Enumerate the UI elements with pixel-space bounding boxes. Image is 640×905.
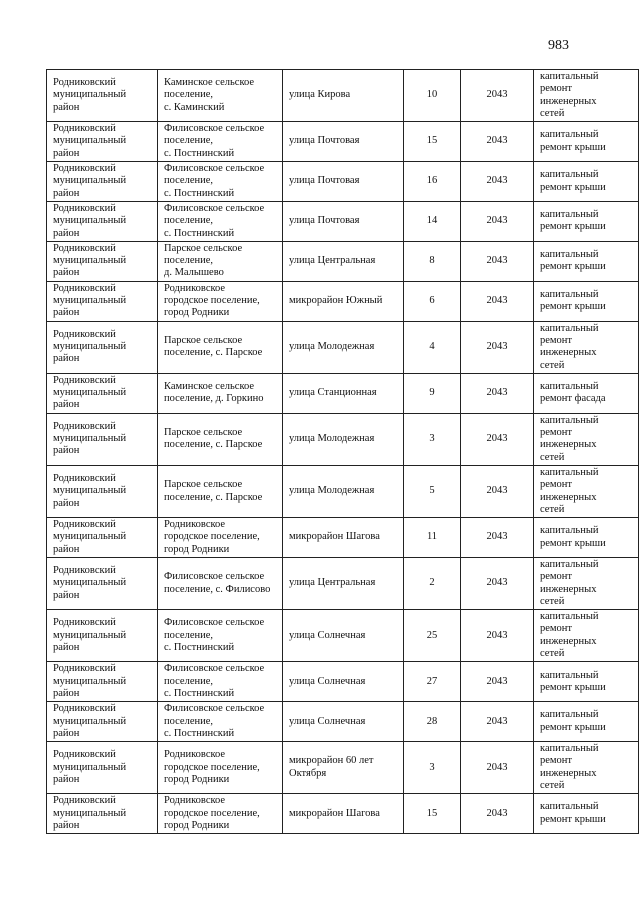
year-cell: 2043 xyxy=(461,241,534,281)
year-cell: 2043 xyxy=(461,794,534,834)
street-cell: улица Молодежная xyxy=(283,321,404,373)
work-type-cell: капитальный ремонт крыши xyxy=(534,281,639,321)
settlement-cell: Родниковское городское поселение, город Родники xyxy=(158,794,283,834)
house-number-cell: 3 xyxy=(404,742,461,794)
year-cell: 2043 xyxy=(461,373,534,413)
district-cell: Родниковский муниципальный район xyxy=(47,518,158,558)
settlement-cell: Парское сельское поселение, с. Парское xyxy=(158,321,283,373)
district-cell: Родниковский муниципальный район xyxy=(47,241,158,281)
street-cell: улица Почтовая xyxy=(283,122,404,162)
table-row xyxy=(47,373,639,413)
street-cell: улица Станционная xyxy=(283,373,404,413)
settlement-cell: Парское сельское поселение, д. Малышево xyxy=(158,241,283,281)
work-type-cell: капитальный ремонт крыши xyxy=(534,162,639,202)
settlement-cell: Филисовское сельское поселение, с. Постнинский xyxy=(158,162,283,202)
house-number-cell: 14 xyxy=(404,201,461,241)
table-row xyxy=(47,201,639,241)
settlement-cell: Филисовское сельское поселение, с. Постнинский xyxy=(158,702,283,742)
year-cell: 2043 xyxy=(461,281,534,321)
street-cell: улица Центральная xyxy=(283,557,404,609)
table-row xyxy=(47,413,639,465)
street-cell: микрорайон Южный xyxy=(283,281,404,321)
table-row xyxy=(47,518,639,558)
house-number-cell: 28 xyxy=(404,702,461,742)
street-cell: улица Центральная xyxy=(283,241,404,281)
table-row xyxy=(47,281,639,321)
settlement-cell: Каминское сельское поселение, с. Каминский xyxy=(158,70,283,122)
settlement-cell: Родниковское городское поселение, город Родники xyxy=(158,281,283,321)
year-cell: 2043 xyxy=(461,610,534,662)
work-type-cell: капитальный ремонт инженерных сетей xyxy=(534,610,639,662)
work-type-cell: капитальный ремонт крыши xyxy=(534,794,639,834)
district-cell: Родниковский муниципальный район xyxy=(47,373,158,413)
house-number-cell: 16 xyxy=(404,162,461,202)
district-cell: Родниковский муниципальный район xyxy=(47,70,158,122)
settlement-cell: Филисовское сельское поселение, с. Филисово xyxy=(158,557,283,609)
district-cell: Родниковский муниципальный район xyxy=(47,742,158,794)
district-cell: Родниковский муниципальный район xyxy=(47,610,158,662)
work-type-cell: капитальный ремонт крыши xyxy=(534,241,639,281)
year-cell: 2043 xyxy=(461,662,534,702)
settlement-cell: Филисовское сельское поселение, с. Постнинский xyxy=(158,662,283,702)
settlement-cell: Парское сельское поселение, с. Парское xyxy=(158,465,283,517)
settlement-cell: Филисовское сельское поселение, с. Постнинский xyxy=(158,122,283,162)
street-cell: улица Молодежная xyxy=(283,413,404,465)
table-row xyxy=(47,122,639,162)
district-cell: Родниковский муниципальный район xyxy=(47,662,158,702)
house-number-cell: 2 xyxy=(404,557,461,609)
house-number-cell: 15 xyxy=(404,122,461,162)
work-type-cell: капитальный ремонт крыши xyxy=(534,122,639,162)
house-number-cell: 8 xyxy=(404,241,461,281)
settlement-cell: Родниковское городское поселение, город Родники xyxy=(158,518,283,558)
district-cell: Родниковский муниципальный район xyxy=(47,162,158,202)
work-type-cell: капитальный ремонт крыши xyxy=(534,518,639,558)
year-cell: 2043 xyxy=(461,557,534,609)
house-number-cell: 4 xyxy=(404,321,461,373)
year-cell: 2043 xyxy=(461,413,534,465)
house-number-cell: 15 xyxy=(404,794,461,834)
settlement-cell: Родниковское городское поселение, город Родники xyxy=(158,742,283,794)
street-cell: улица Молодежная xyxy=(283,465,404,517)
year-cell: 2043 xyxy=(461,321,534,373)
house-number-cell: 3 xyxy=(404,413,461,465)
street-cell: улица Солнечная xyxy=(283,610,404,662)
work-type-cell: капитальный ремонт крыши xyxy=(534,662,639,702)
year-cell: 2043 xyxy=(461,518,534,558)
work-type-cell: капитальный ремонт инженерных сетей xyxy=(534,413,639,465)
street-cell: микрорайон 60 лет Октября xyxy=(283,742,404,794)
year-cell: 2043 xyxy=(461,201,534,241)
table-row xyxy=(47,465,639,517)
settlement-cell: Филисовское сельское поселение, с. Постнинский xyxy=(158,610,283,662)
street-cell: улица Солнечная xyxy=(283,662,404,702)
house-number-cell: 5 xyxy=(404,465,461,517)
table-row xyxy=(47,610,639,662)
page-number: 983 xyxy=(548,38,569,53)
house-number-cell: 11 xyxy=(404,518,461,558)
table-row xyxy=(47,662,639,702)
settlement-cell: Каминское сельское поселение, д. Горкино xyxy=(158,373,283,413)
house-number-cell: 27 xyxy=(404,662,461,702)
work-type-cell: капитальный ремонт инженерных сетей xyxy=(534,465,639,517)
street-cell: улица Почтовая xyxy=(283,201,404,241)
year-cell: 2043 xyxy=(461,742,534,794)
table-row xyxy=(47,794,639,834)
district-cell: Родниковский муниципальный район xyxy=(47,413,158,465)
year-cell: 2043 xyxy=(461,702,534,742)
work-type-cell: капитальный ремонт инженерных сетей xyxy=(534,557,639,609)
house-number-cell: 6 xyxy=(404,281,461,321)
repair-schedule-table xyxy=(46,69,639,834)
district-cell: Родниковский муниципальный район xyxy=(47,794,158,834)
district-cell: Родниковский муниципальный район xyxy=(47,122,158,162)
street-cell: микрорайон Шагова xyxy=(283,518,404,558)
table-row xyxy=(47,702,639,742)
table-body xyxy=(47,70,639,834)
house-number-cell: 9 xyxy=(404,373,461,413)
year-cell: 2043 xyxy=(461,465,534,517)
year-cell: 2043 xyxy=(461,70,534,122)
year-cell: 2043 xyxy=(461,162,534,202)
street-cell: улица Кирова xyxy=(283,70,404,122)
street-cell: улица Солнечная xyxy=(283,702,404,742)
table-row xyxy=(47,742,639,794)
district-cell: Родниковский муниципальный район xyxy=(47,465,158,517)
work-type-cell: капитальный ремонт фасада xyxy=(534,373,639,413)
year-cell: 2043 xyxy=(461,122,534,162)
district-cell: Родниковский муниципальный район xyxy=(47,702,158,742)
settlement-cell: Филисовское сельское поселение, с. Постнинский xyxy=(158,201,283,241)
table-row xyxy=(47,70,639,122)
work-type-cell: капитальный ремонт инженерных сетей xyxy=(534,321,639,373)
district-cell: Родниковский муниципальный район xyxy=(47,281,158,321)
work-type-cell: капитальный ремонт инженерных сетей xyxy=(534,70,639,122)
street-cell: улица Почтовая xyxy=(283,162,404,202)
house-number-cell: 10 xyxy=(404,70,461,122)
district-cell: Родниковский муниципальный район xyxy=(47,321,158,373)
table-row xyxy=(47,557,639,609)
settlement-cell: Парское сельское поселение, с. Парское xyxy=(158,413,283,465)
work-type-cell: капитальный ремонт инженерных сетей xyxy=(534,742,639,794)
table-row xyxy=(47,321,639,373)
house-number-cell: 25 xyxy=(404,610,461,662)
district-cell: Родниковский муниципальный район xyxy=(47,201,158,241)
table-row xyxy=(47,162,639,202)
table-row xyxy=(47,241,639,281)
work-type-cell: капитальный ремонт крыши xyxy=(534,201,639,241)
work-type-cell: капитальный ремонт крыши xyxy=(534,702,639,742)
district-cell: Родниковский муниципальный район xyxy=(47,557,158,609)
street-cell: микрорайон Шагова xyxy=(283,794,404,834)
